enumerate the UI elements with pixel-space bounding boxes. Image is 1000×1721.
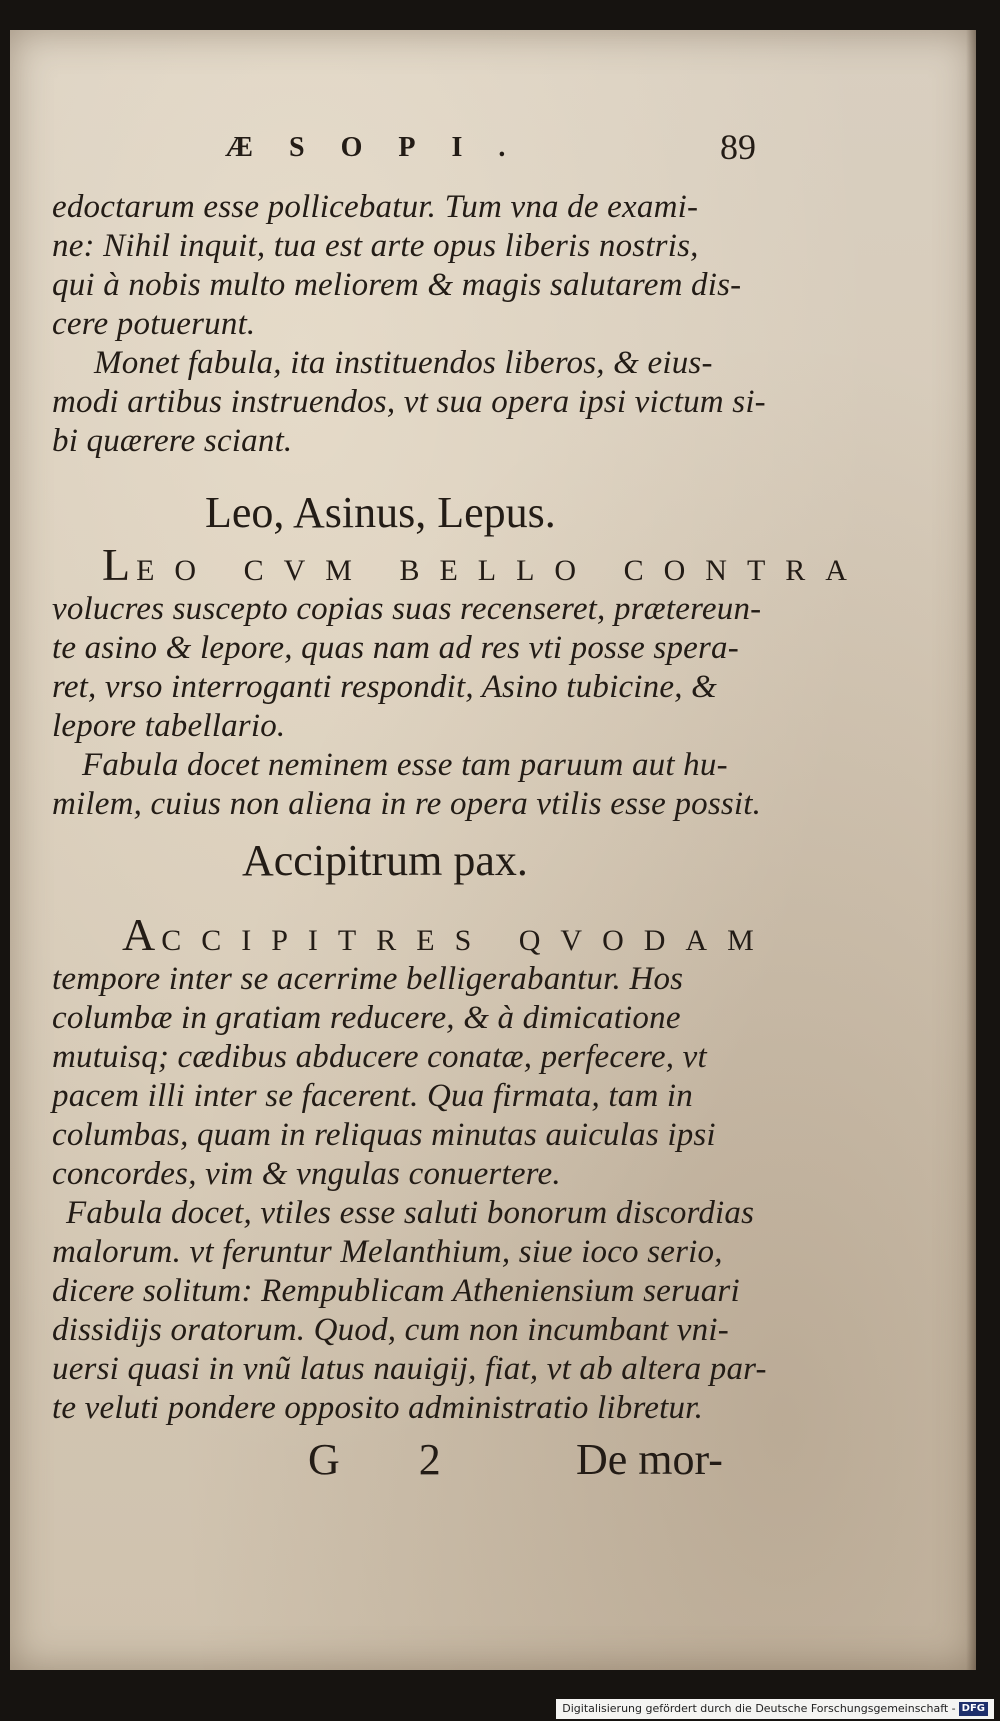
signature-mark: G 2 (308, 1435, 475, 1484)
fable-body-text (52, 590, 761, 746)
text-line: tempore inter se acerrime belligerabantur. Hos (52, 961, 684, 997)
drop-initial: A (122, 909, 162, 960)
text-line: mutuisq; cædibus abducere conatæ, perfecere, vt (52, 1039, 707, 1075)
running-head: ÆSOPI. (225, 132, 542, 163)
text-line: volucres suscepto copias suas recenseret, prætereun- (52, 591, 762, 627)
digitization-credit-bar (556, 1699, 994, 1719)
text-line: ne: Nihil inquit, tua est arte opus liberis nostris, (52, 228, 699, 264)
text-line: bi quærere sciant. (52, 423, 293, 459)
text-line: dicere solitum: Rempublicam Atheniensium seruari (52, 1273, 740, 1309)
fable-title: Leo, Asinus, Lepus. (205, 488, 556, 537)
text-line: edoctarum esse pollicebatur. Tum vna de exami- (52, 189, 699, 225)
text-line: cere potuerunt. (52, 306, 256, 342)
text-line: milem, cuius non aliena in re opera vtilis esse possit. (52, 786, 762, 822)
text-line: te veluti pondere opposito administratio libretur. (52, 1390, 704, 1426)
digitization-credit: Digitalisierung gefördert durch die Deutsche Forschungsgemeinschaft - (562, 1702, 956, 1715)
text-line: ret, vrso interroganti respondit, Asino tubicine, & (52, 669, 717, 705)
opening-small-caps: EO CVM BELLO CONTRA (136, 554, 867, 587)
text-line: Fabula docet, vtiles esse saluti bonorum discordias (66, 1195, 755, 1231)
text-line: modi artibus instruendos, vt sua opera ipsi victum si- (52, 384, 766, 420)
fable-continuation-text (52, 188, 741, 344)
moral-text (52, 1194, 767, 1428)
moral-text (52, 746, 761, 824)
book-page (10, 30, 976, 1670)
dfg-logo: DFG (959, 1702, 988, 1716)
text-line: concordes, vim & vngulas conuertere. (52, 1156, 561, 1192)
moral-text (52, 344, 766, 461)
text-line: te asino & lepore, quas nam ad res vti posse spera- (52, 630, 739, 666)
fable-opening (122, 909, 774, 961)
opening-small-caps: CCIPITRES QVODAM (161, 924, 774, 957)
text-line: malorum. vt feruntur Melanthium, siue ioco serio, (52, 1234, 723, 1270)
page-edge-shadow (966, 30, 976, 1670)
fable-title: Accipitrum pax. (242, 836, 528, 885)
drop-initial: L (102, 539, 137, 590)
text-line: pacem illi inter se facerent. Qua firmata, tam in (52, 1078, 693, 1114)
text-line: columbæ in gratiam reducere, & à dimicatione (52, 1000, 681, 1036)
fable-opening (102, 539, 867, 591)
text-line: uersi quasi in vnũ latus nauigij, fiat, vt ab altera par- (52, 1351, 767, 1387)
text-line: lepore tabellario. (52, 708, 286, 744)
page-number: 89 (720, 127, 756, 167)
text-line: Monet fabula, ita instituendos liberos, & eius- (94, 345, 713, 381)
text-line: columbas, quam in reliquas minutas auiculas ipsi (52, 1117, 716, 1153)
text-line: Fabula docet neminem esse tam paruum aut hu- (82, 747, 728, 783)
text-line: qui à nobis multo meliorem & magis salutarem dis- (52, 267, 742, 303)
catchword: De mor- (576, 1435, 723, 1484)
text-line: dissidijs oratorum. Quod, cum non incumbant vni- (52, 1312, 729, 1348)
fable-body-text (52, 960, 716, 1194)
